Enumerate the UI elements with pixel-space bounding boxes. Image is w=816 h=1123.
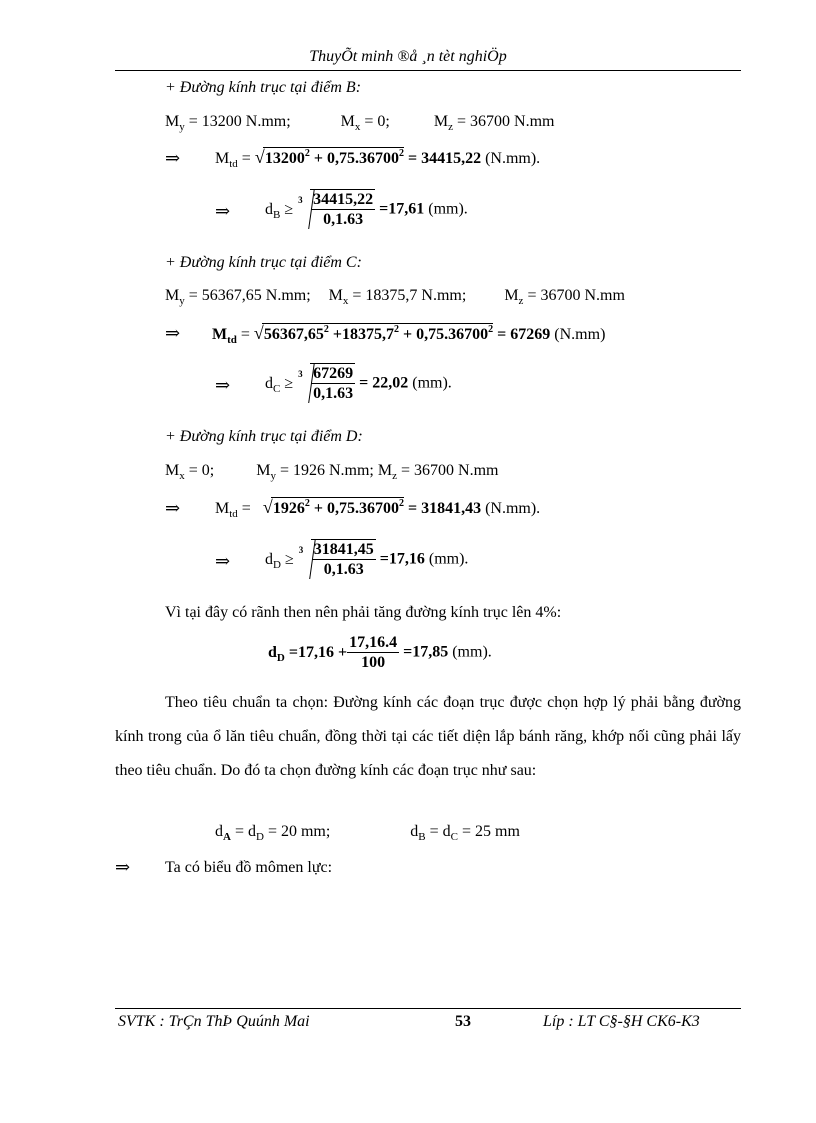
header-rule bbox=[115, 70, 741, 71]
heading-point-b: + Đường kính trục tại điểm B: bbox=[165, 79, 362, 96]
heading-point-c: + Đường kính trục tại điểm C: bbox=[165, 254, 362, 271]
implies-arrow: ⇒ bbox=[165, 148, 181, 168]
heading-point-d: + Đường kính trục tại điểm D: bbox=[165, 428, 363, 445]
mtd-formula-d: $M_{td}$ = √ $1926^2 + 0,75.36700^2 = 31841,43$ (N.mm). bbox=[215, 497, 541, 520]
keyway-formula: $d_D =17,16$ + $\frac{17,16.4}{100}$ =17,85 (mm). bbox=[268, 634, 492, 671]
mtd-formula-c: $M_{td}$ = √ $56367,65^2 +18375,7^2 + 0,75.36700^2 = 67269$ (N.mm) bbox=[212, 323, 606, 346]
sqrt-expression: √ $1926^2 + 0,75.36700^2$ bbox=[262, 497, 404, 517]
standard-paragraph: Theo tiêu chuẩn ta chọn: Đường kính các đoạn trục được chọn hợp lý phải bằng đường kính trong của ổ lăn tiêu chuẩn, đồng thời tại các tiết diện lắp bánh răng, khớp nối cũng phải lấy theo tiêu chuẩn. Do đó ta chọn đường kính các đoạn trục như sau: bbox=[115, 694, 741, 779]
implies-arrow: ⇒ bbox=[165, 323, 181, 343]
implies-arrow: ⇒ bbox=[115, 857, 131, 877]
diameter-formula-b: $d_B$ ≥ 3 $\frac{34415,22}{0,1.63}$ =17,61 (mm). bbox=[265, 191, 468, 228]
footer-author: SVTK : TrÇn ThÞ Quúnh Mai bbox=[118, 1013, 310, 1030]
moments-c: $M_y = 56367,65$ N.mm; $M_x = 18375,7$ N.mm; $M_z = 36700$ N.mm bbox=[165, 287, 625, 307]
footer-rule bbox=[115, 1008, 741, 1009]
footer-class: Líp : LT C§-§H CK6-K3 bbox=[543, 1013, 700, 1030]
moment-diagram-note: Ta có biểu đồ mômen lực: bbox=[165, 859, 333, 876]
moments-b: $M_y = 13200$ N.mm; $M_x = 0$; $M_z = 36700$ N.mm bbox=[165, 113, 555, 133]
diameter-formula-d: $d_D$ ≥ 3 $\frac{31841,45}{0,1.63}$ =17,16 (mm). bbox=[265, 541, 469, 578]
sqrt-expression: √ $13200^2 + 0,75.36700^2$ bbox=[254, 147, 404, 167]
moments-d: $M_x = 0$; $M_y = 1926$ N.mm; $M_z = 36700$ N.mm bbox=[165, 462, 499, 482]
mtd-formula-b: $M_{td}$ = √ $13200^2 + 0,75.36700^2 = 34415,22$ (N.mm). bbox=[215, 147, 541, 170]
page-number: 53 bbox=[455, 1013, 471, 1030]
chosen-diameters: $d_A = d_D = 20$ mm; $d_B = d_C = 25$ mm bbox=[215, 823, 520, 843]
diameter-formula-c: $d_C$ ≥ 3 $\frac{67269}{0,1.63}$ = 22,02 (mm). bbox=[265, 365, 452, 402]
page-header: ThuyÕt minh ®å ¸n tèt nghiÖp bbox=[309, 48, 507, 65]
implies-arrow: ⇒ bbox=[165, 498, 181, 518]
implies-arrow: ⇒ bbox=[215, 201, 231, 221]
sqrt-expression: √ $56367,65^2 +18375,7^2 + 0,75.36700^2$ bbox=[253, 323, 494, 343]
implies-arrow: ⇒ bbox=[215, 551, 231, 571]
implies-arrow: ⇒ bbox=[215, 375, 231, 395]
keyway-note: Vì tại đây có rãnh then nên phải tăng đường kính trục lên 4%: bbox=[165, 604, 562, 621]
